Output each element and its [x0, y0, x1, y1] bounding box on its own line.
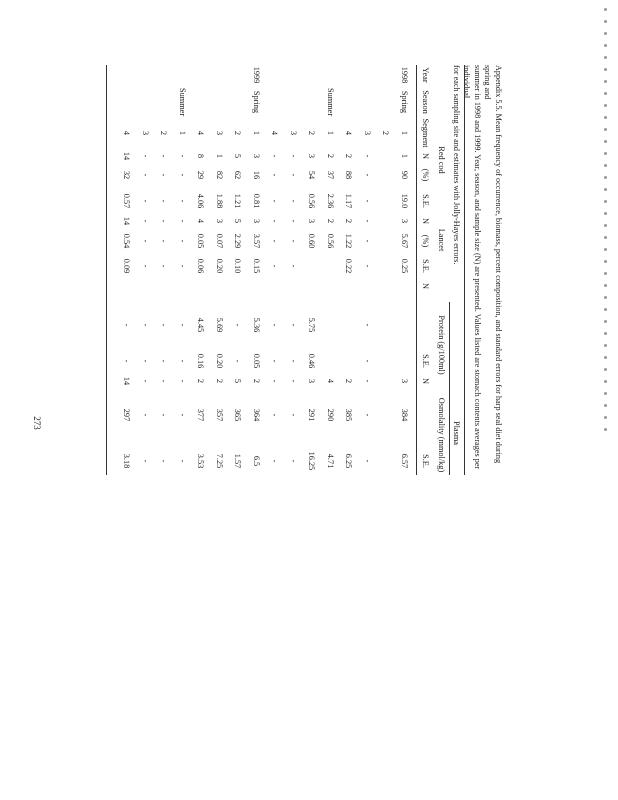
cell-d: - — [141, 239, 150, 243]
cell-h: - — [289, 379, 298, 383]
cell-i: - — [159, 413, 169, 417]
cell-seg: 4 — [122, 130, 132, 136]
cell-f: - — [289, 323, 298, 327]
cell-i: 291 — [307, 408, 317, 422]
cell-a: 37 — [326, 170, 335, 180]
cell-f: - — [122, 323, 132, 327]
cell-h: - — [363, 379, 372, 383]
cell-c: - — [178, 219, 187, 223]
cell-g: - — [233, 359, 243, 363]
cell-e: 0.15 — [252, 258, 261, 274]
cell-n: 14 — [122, 151, 132, 161]
cell-h: - — [178, 379, 187, 383]
table-row — [195, 50, 206, 469]
cell-d: - — [178, 239, 187, 243]
col-n2: N — [421, 218, 430, 224]
cell-n: 3 — [307, 153, 317, 159]
cell-n: 2 — [326, 153, 335, 159]
cell-d: 1.22 — [344, 233, 354, 249]
cell-j: 7.25 — [215, 453, 224, 469]
cell-f: - — [363, 323, 372, 327]
cell-b: - — [178, 199, 187, 203]
cell-i: 384 — [400, 408, 409, 422]
cell-n: 3 — [252, 153, 261, 159]
cell-seg: 2 — [307, 130, 317, 136]
cell-a: 54 — [307, 170, 317, 180]
cell-seg: 4 — [270, 130, 280, 136]
cell-seg: 3 — [141, 130, 150, 136]
cell-h: 3 — [400, 378, 409, 384]
cell-n: - — [363, 154, 372, 158]
cell-b: - — [159, 199, 169, 203]
cell-year: 1999 — [252, 66, 261, 84]
cell-h: 14 — [122, 376, 132, 386]
cell-g: - — [270, 359, 280, 363]
cell-g: - — [141, 359, 150, 363]
cell-seg: 3 — [215, 130, 224, 136]
cell-b: 0.56 — [307, 193, 317, 209]
cell-seg: 1 — [178, 130, 187, 136]
cell-f: - — [141, 323, 150, 327]
table-row — [158, 50, 169, 463]
cell-seg: 4 — [344, 130, 354, 136]
cell-b: 2.36 — [326, 193, 335, 209]
col-pct2: (%) — [421, 234, 430, 248]
scan-margin-artifacts — [602, 8, 610, 468]
cell-g: 0.16 — [196, 353, 206, 369]
col-segment: Segment — [421, 118, 430, 148]
cell-g: - — [159, 359, 169, 363]
table-row — [306, 50, 317, 471]
cell-season: Spring — [400, 90, 409, 114]
cell-season: Summer — [326, 88, 335, 117]
cell-g: 0.05 — [252, 353, 261, 369]
cell-d: 0.54 — [122, 233, 132, 249]
cell-e: 0.25 — [400, 258, 409, 274]
cell-j: 6.57 — [400, 453, 409, 469]
cell-j: - — [141, 459, 150, 463]
rotated-table-block — [95, 50, 525, 500]
cell-e: 0.06 — [196, 258, 206, 274]
cell-d: 0.05 — [196, 233, 206, 249]
cell-h: - — [141, 379, 150, 383]
table-row — [232, 50, 243, 469]
cell-n: - — [159, 154, 169, 158]
cell-d: 0.56 — [326, 233, 335, 249]
cell-e: - — [270, 264, 280, 268]
table-row — [176, 50, 187, 463]
cell-n: 1 — [215, 153, 224, 159]
cell-i: - — [270, 413, 280, 417]
cell-e: - — [159, 264, 169, 268]
cell-i: 365 — [233, 408, 243, 422]
cell-j: - — [270, 459, 280, 463]
cell-j: 1.57 — [233, 453, 243, 469]
cell-c: 4 — [196, 218, 206, 224]
cell-i: - — [178, 413, 187, 417]
cell-c: 2 — [344, 218, 354, 224]
cell-c: 14 — [122, 216, 132, 226]
cell-d: 3.57 — [252, 233, 261, 249]
cell-b: - — [289, 199, 298, 203]
cell-d: - — [159, 239, 169, 243]
cell-b: - — [270, 199, 280, 203]
cell-n: 8 — [196, 153, 206, 159]
cell-c: - — [363, 219, 372, 223]
table-row — [269, 50, 280, 463]
cell-f: - — [178, 323, 187, 327]
col-season: Season — [421, 90, 430, 114]
col-n1: N — [421, 153, 430, 159]
cell-c: 2 — [326, 218, 335, 224]
cell-e: 0.10 — [233, 258, 243, 274]
cell-f: 5.75 — [307, 317, 317, 333]
top-rule — [464, 65, 465, 475]
cell-a: 88 — [344, 170, 354, 180]
cell-n: - — [270, 154, 280, 158]
table-row — [343, 50, 354, 469]
cell-j: 4.71 — [326, 453, 335, 469]
cell-j: 6.5 — [252, 455, 261, 467]
cell-j: 16.25 — [307, 451, 317, 471]
col-pct1: (%) — [421, 168, 430, 182]
cell-d: 0.60 — [307, 233, 317, 249]
cell-j: 3.18 — [122, 453, 132, 469]
cell-a: - — [270, 173, 280, 177]
cell-c: - — [141, 219, 150, 223]
cell-c: - — [159, 219, 169, 223]
cell-h: 2 — [344, 378, 354, 384]
cell-b: 0.81 — [252, 193, 261, 209]
cell-a: - — [159, 173, 169, 177]
cell-d: 0.07 — [215, 233, 224, 249]
cell-seg: 3 — [289, 130, 298, 136]
col-se3: S.E. — [421, 354, 430, 368]
cell-g: - — [178, 359, 187, 363]
cell-seg: 2 — [233, 130, 243, 136]
cell-e: - — [141, 264, 150, 268]
cell-e: 0.20 — [215, 258, 224, 274]
cell-i: 297 — [122, 408, 132, 422]
cell-a: 82 — [215, 170, 224, 180]
cell-h: 3 — [307, 378, 317, 384]
cell-c: - — [289, 219, 298, 223]
cell-c: 5 — [233, 218, 243, 224]
cell-i: 364 — [252, 408, 261, 422]
cell-a: 32 — [122, 170, 132, 180]
cell-i: - — [363, 413, 372, 417]
cell-b: 19.0 — [400, 193, 409, 209]
cell-b: 1.21 — [233, 193, 243, 209]
cell-h: 2 — [196, 378, 206, 384]
table-row — [121, 50, 132, 469]
cell-c: 3 — [252, 218, 261, 224]
cell-seg: 2 — [159, 130, 169, 136]
osmolality-header: Osmolality (mmol/kg) — [437, 397, 446, 473]
cell-g: - — [289, 359, 298, 363]
cell-year: 1998 — [400, 66, 409, 84]
table-row — [139, 50, 150, 463]
cell-b: 4.06 — [196, 193, 206, 209]
cell-j: 3.53 — [196, 453, 206, 469]
cell-d: - — [363, 239, 372, 243]
cell-f: - — [270, 323, 280, 327]
cell-j: - — [178, 459, 187, 463]
cell-f: 4.45 — [196, 317, 206, 333]
table-row — [324, 50, 335, 469]
cell-b: - — [141, 199, 150, 203]
cell-f: 5.36 — [252, 317, 261, 333]
cell-a: - — [289, 173, 298, 177]
cell-c: - — [270, 219, 280, 223]
cell-a: 90 — [400, 170, 409, 180]
cell-e: 0.09 — [122, 258, 132, 274]
cell-f: - — [159, 323, 169, 327]
cell-seg: 1 — [252, 130, 261, 136]
cell-a: - — [178, 173, 187, 177]
cell-i: 290 — [326, 408, 335, 422]
cell-d: 2.29 — [233, 233, 243, 249]
table-row — [398, 50, 409, 469]
table-row — [250, 50, 261, 467]
cell-a: 16 — [252, 170, 261, 180]
cell-h: - — [270, 379, 280, 383]
cell-a: - — [141, 173, 150, 177]
cell-c: 3 — [400, 218, 409, 224]
col-se4: S.E. — [421, 454, 430, 468]
cell-b: - — [363, 199, 372, 203]
cell-b: 1.17 — [344, 193, 354, 209]
cell-h: 2 — [252, 378, 261, 384]
bottom-rule — [106, 65, 107, 475]
cell-seg: 2 — [381, 130, 391, 136]
cell-h: - — [159, 379, 169, 383]
cell-a: 29 — [196, 170, 206, 180]
cell-season: Spring — [252, 90, 261, 114]
cell-c: 3 — [307, 218, 317, 224]
col-se1: S.E. — [421, 194, 430, 208]
table-row — [380, 50, 391, 460]
col-year: Year — [421, 67, 430, 83]
cell-h: 4 — [326, 378, 335, 384]
cell-g: 0.20 — [215, 353, 224, 369]
cell-g: - — [122, 359, 132, 363]
cell-a: - — [363, 173, 372, 177]
cell-j: - — [159, 459, 169, 463]
cell-e: - — [289, 264, 298, 268]
col-n3: N — [421, 283, 430, 289]
group-header-redcod: Red cod — [437, 146, 446, 174]
cell-e: 0.22 — [344, 258, 354, 274]
cell-i: 377 — [196, 408, 206, 422]
caption-line-2: summer in 1998 and 1999. Year, season, and sample size (N) are presented. Values listed are stomach contents averages per individual — [462, 65, 482, 470]
group-header-plasma: Plasma — [452, 421, 461, 445]
cell-g: 0.46 — [307, 353, 317, 369]
cell-n: - — [141, 154, 150, 158]
cell-c: 3 — [215, 218, 224, 224]
cell-h: 5 — [233, 378, 243, 384]
caption-line-1: Appendix 5.5. Mean frequency of occurrence, biomass, percent composition, and standard errors for harp seal diet during spring and — [483, 65, 503, 464]
page-number: 273 — [31, 416, 42, 430]
cell-seg: 1 — [400, 130, 409, 136]
cell-d: 5.67 — [400, 233, 409, 249]
cell-a: 62 — [233, 170, 243, 180]
table-row — [287, 50, 298, 463]
cell-j: - — [289, 459, 298, 463]
cell-i: - — [141, 413, 150, 417]
cell-i: 385 — [344, 408, 354, 422]
plasma-rule — [449, 302, 450, 475]
cell-b: 0.57 — [122, 193, 132, 209]
cell-f: 5.69 — [215, 317, 224, 333]
col-se2: S.E. — [421, 259, 430, 273]
protein-header: Protein (g/100ml) — [437, 315, 446, 375]
cell-j: 6.25 — [344, 453, 354, 469]
cell-j: - — [363, 459, 372, 463]
cell-f: - — [233, 323, 243, 327]
caption-line-3: for each sampling site and estimates with Jolly-Hayes errors. — [452, 65, 461, 265]
group-header-lancet: Lancet — [437, 228, 446, 252]
cell-seg: 4 — [196, 130, 206, 136]
cell-seg: 3 — [363, 130, 372, 136]
table-row — [361, 50, 372, 463]
cell-n: - — [289, 154, 298, 158]
cell-seg: 1 — [326, 130, 335, 136]
cell-e: - — [363, 264, 372, 268]
cell-season: Summer — [178, 88, 187, 117]
cell-b: 1.88 — [215, 193, 224, 209]
cell-i: - — [289, 413, 298, 417]
cell-n: 1 — [400, 153, 409, 159]
cell-i: 357 — [215, 408, 224, 422]
cell-n: 5 — [233, 153, 243, 159]
col-n4: N — [421, 378, 430, 384]
cell-g: - — [363, 359, 372, 363]
cell-h: 2 — [215, 378, 224, 384]
cell-n: - — [178, 154, 187, 158]
header-rule — [416, 65, 417, 475]
cell-d: - — [289, 239, 298, 243]
cell-e: - — [178, 264, 187, 268]
cell-d: - — [270, 239, 280, 243]
table-row — [213, 50, 224, 469]
cell-n: 2 — [344, 153, 354, 159]
